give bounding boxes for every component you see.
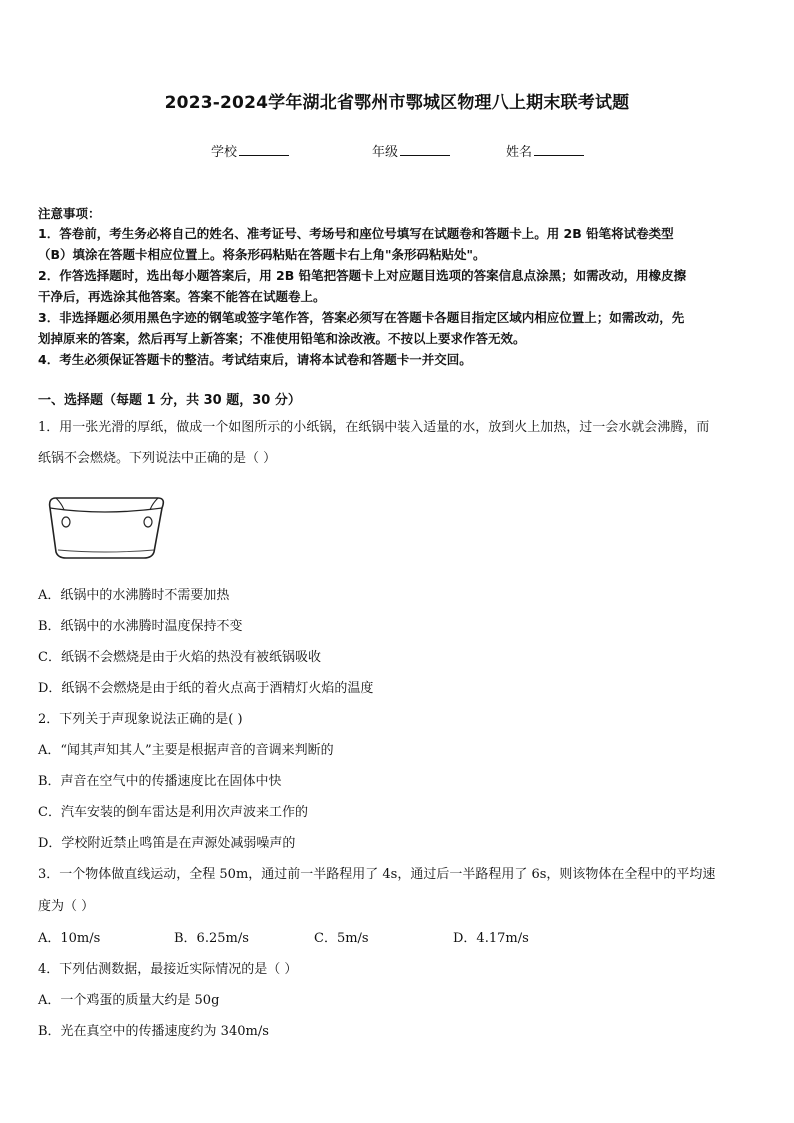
q2-option-a: A．“闻其声知其人”主要是根据声音的音调来判断的 <box>38 743 334 758</box>
q1-option-b: B．纸锅中的水沸腾时温度保持不变 <box>38 619 243 634</box>
q3-stem-cont: 度为（ ） <box>38 899 95 914</box>
notice-line: （B）填涂在答题卡相应位置上。将条形码粘贴在答题卡右上角"条形码粘贴处"。 <box>38 247 486 262</box>
name-field <box>506 141 584 160</box>
notice-line: 划掉原来的答案，然后再写上新答案；不准使用铅笔和涂改液。不按以上要求作答无效。 <box>38 331 526 346</box>
notice-heading: 注意事项： <box>38 206 101 221</box>
q3-option-a: A．10m/s <box>38 931 101 946</box>
q2-option-b: B．声音在空气中的传播速度比在固体中快 <box>38 774 282 789</box>
page-title: 2023-2024学年湖北省鄂州市鄂城区物理八上期末联考试题 <box>164 93 630 113</box>
q4-option-a: A．一个鸡蛋的质量大约是 50g <box>38 993 220 1008</box>
grade-blank <box>400 143 450 156</box>
q4-option-b: B．光在真空中的传播速度约为 340m/s <box>38 1024 269 1039</box>
q3-stem: 3．一个物体做直线运动，全程 50m，通过前一半路程用了 4s，通过后一半路程用了 6s，则该物体在全程中的平均速 <box>38 867 716 882</box>
q1-option-d: D．纸锅不会燃烧是由于纸的着火点高于酒精灯火焰的温度 <box>38 681 374 696</box>
q1-option-a: A．纸锅中的水沸腾时不需要加热 <box>38 588 230 603</box>
notice-line: 干净后，再选涂其他答案。答案不能答在试题卷上。 <box>38 289 326 304</box>
school-label: 学校 <box>211 145 238 160</box>
notice-line: 2．作答选择题时，选出每小题答案后，用 2B 铅笔把答题卡上对应题目选项的答案信息点涂黑；如需改动，用橡皮擦 <box>38 268 687 283</box>
grade-field <box>372 141 450 160</box>
q3-option-c: C．5m/s <box>314 931 369 946</box>
q2-option-d: D．学校附近禁止鸣笛是在声源处减弱噪声的 <box>38 836 296 851</box>
q1-stem: 1．用一张光滑的厚纸，做成一个如图所示的小纸锅，在纸锅中装入适量的水，放到火上加热，过一会水就会沸腾，而 <box>38 420 710 435</box>
notice-line: 3．非选择题必须用黑色字迹的钢笔或签字笔作答，答案必须写在答题卡各题目指定区域内相应位置上；如需改动，先 <box>38 310 685 325</box>
school-blank <box>239 143 289 156</box>
q2-stem: 2．下列关于声现象说法正确的是( ) <box>38 712 243 727</box>
q3-option-b: B．6.25m/s <box>174 931 249 946</box>
school-field <box>211 141 289 160</box>
q4-stem: 4．下列估测数据，最接近实际情况的是（ ） <box>38 962 298 977</box>
name-blank <box>534 143 584 156</box>
q3-option-d: D．4.17m/s <box>453 931 529 946</box>
grade-label: 年级 <box>372 145 399 160</box>
notice-line: 1．答卷前，考生务必将自己的姓名、准考证号、考场号和座位号填写在试题卷和答题卡上。用 2B 铅笔将试卷类型 <box>38 226 674 241</box>
q1-option-c: C．纸锅不会燃烧是由于火焰的热没有被纸锅吸收 <box>38 650 321 665</box>
q1-stem-cont: 纸锅不会燃烧。下列说法中正确的是（ ） <box>38 451 277 466</box>
notice-line: 4．考生必须保证答题卡的整洁。考试结束后，请将本试卷和答题卡一并交回。 <box>38 352 472 367</box>
name-label: 姓名 <box>506 145 533 160</box>
q2-option-c: C．汽车安装的倒车雷达是利用次声波来工作的 <box>38 805 308 820</box>
section-heading: 一、选择题（每题 1 分，共 30 题，30 分） <box>38 393 301 408</box>
paper-pot-figure <box>44 490 172 562</box>
